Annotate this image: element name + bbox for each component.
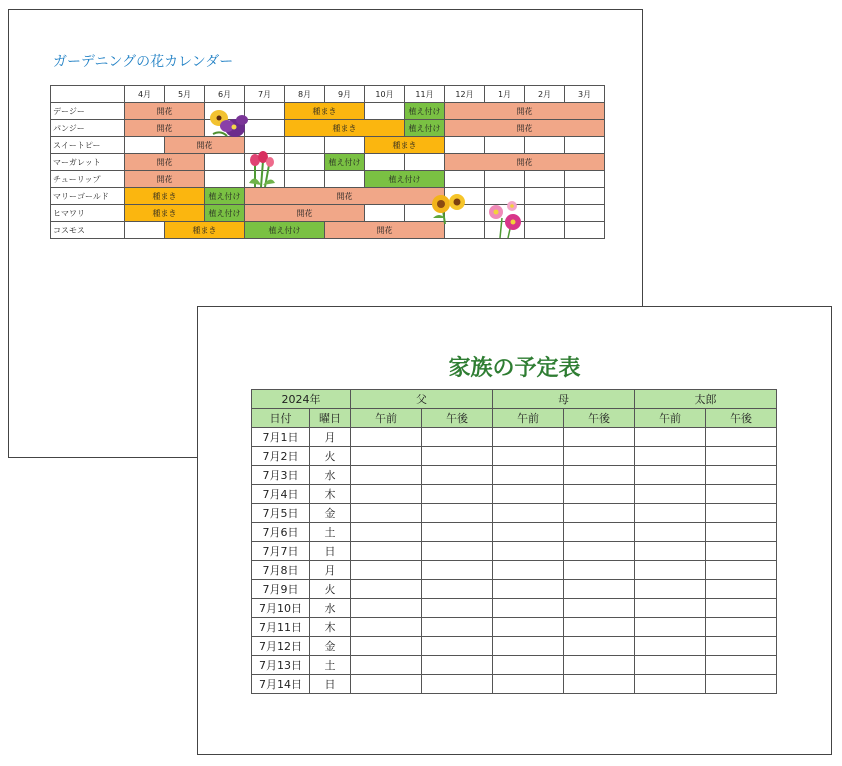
mother-pm-header: 午後 — [564, 409, 635, 428]
schedule-entry-cell[interactable] — [422, 580, 493, 599]
empty-month-cell — [525, 222, 565, 239]
schedule-entry-cell[interactable] — [706, 523, 777, 542]
schedule-entry-cell[interactable] — [635, 580, 706, 599]
schedule-entry-cell[interactable] — [706, 637, 777, 656]
pansy-illustration — [207, 106, 251, 140]
plant-period-cell: 植え付け — [245, 222, 325, 239]
schedule-entry-cell[interactable] — [635, 466, 706, 485]
mother-am-header: 午前 — [493, 409, 564, 428]
schedule-entry-cell[interactable] — [351, 428, 422, 447]
schedule-day-row — [252, 485, 777, 504]
schedule-entry-cell[interactable] — [422, 466, 493, 485]
father-am-header: 午前 — [351, 409, 422, 428]
flower-row — [51, 120, 605, 137]
empty-month-cell — [285, 171, 325, 188]
sow-period-cell: 種まき — [125, 188, 205, 205]
schedule-entry-cell[interactable] — [493, 542, 564, 561]
schedule-entry-cell[interactable] — [564, 599, 635, 618]
date-cell: 7月4日 — [252, 485, 310, 504]
date-cell: 7月6日 — [252, 523, 310, 542]
schedule-day-row — [252, 580, 777, 599]
weekday-cell: 日 — [310, 542, 351, 561]
schedule-entry-cell[interactable] — [706, 428, 777, 447]
bloom-period-cell: 開花 — [325, 222, 445, 239]
weekday-cell: 月 — [310, 428, 351, 447]
schedule-entry-cell[interactable] — [564, 675, 635, 694]
weekday-cell: 金 — [310, 637, 351, 656]
bloom-period-cell: 開花 — [445, 120, 605, 137]
schedule-entry-cell[interactable] — [493, 618, 564, 637]
sow-period-cell: 種まき — [285, 103, 365, 120]
empty-month-cell — [365, 103, 405, 120]
schedule-entry-cell[interactable] — [351, 618, 422, 637]
empty-month-cell — [525, 205, 565, 222]
schedule-entry-cell[interactable] — [493, 523, 564, 542]
schedule-entry-cell[interactable] — [635, 447, 706, 466]
schedule-entry-cell[interactable] — [706, 675, 777, 694]
schedule-entry-cell[interactable] — [422, 542, 493, 561]
schedule-entry-cell[interactable] — [422, 561, 493, 580]
schedule-entry-cell[interactable] — [706, 485, 777, 504]
date-cell: 7月7日 — [252, 542, 310, 561]
schedule-entry-cell[interactable] — [635, 656, 706, 675]
taro-pm-header: 午後 — [706, 409, 777, 428]
member-header-row — [252, 390, 777, 409]
schedule-day-row — [252, 523, 777, 542]
family-schedule-sheet — [197, 306, 832, 755]
flower-row — [51, 154, 605, 171]
empty-month-cell — [445, 222, 485, 239]
empty-month-cell — [445, 137, 485, 154]
schedule-entry-cell[interactable] — [351, 523, 422, 542]
corner-header-cell — [51, 86, 125, 103]
schedule-day-row — [252, 599, 777, 618]
flower-name-cell: デージー — [51, 103, 125, 120]
bloom-period-cell: 開花 — [245, 188, 445, 205]
schedule-entry-cell[interactable] — [635, 675, 706, 694]
weekday-cell: 日 — [310, 675, 351, 694]
empty-month-cell — [565, 205, 605, 222]
weekday-cell: 木 — [310, 618, 351, 637]
family-schedule-title: 家族の予定表 — [448, 356, 581, 381]
weekday-cell: 土 — [310, 656, 351, 675]
empty-month-cell — [405, 154, 445, 171]
schedule-entry-cell[interactable] — [351, 485, 422, 504]
schedule-entry-cell[interactable] — [564, 580, 635, 599]
weekday-cell: 火 — [310, 580, 351, 599]
schedule-entry-cell[interactable] — [493, 466, 564, 485]
date-cell: 7月14日 — [252, 675, 310, 694]
sow-period-cell: 種まき — [125, 205, 205, 222]
empty-month-cell — [525, 171, 565, 188]
schedule-entry-cell[interactable] — [706, 542, 777, 561]
empty-month-cell — [205, 154, 245, 171]
empty-month-cell — [325, 137, 365, 154]
schedule-entry-cell[interactable] — [635, 599, 706, 618]
schedule-entry-cell[interactable] — [351, 656, 422, 675]
empty-month-cell — [565, 188, 605, 205]
schedule-entry-cell[interactable] — [493, 504, 564, 523]
schedule-day-row — [252, 561, 777, 580]
schedule-entry-cell[interactable] — [635, 523, 706, 542]
sow-period-cell: 種まき — [285, 120, 405, 137]
sunflower-illustration — [429, 190, 469, 224]
month-header-cell: 11月 — [405, 86, 445, 103]
schedule-entry-cell[interactable] — [422, 637, 493, 656]
schedule-entry-cell[interactable] — [351, 504, 422, 523]
schedule-entry-cell[interactable] — [564, 428, 635, 447]
schedule-entry-cell[interactable] — [422, 618, 493, 637]
schedule-entry-cell[interactable] — [635, 561, 706, 580]
date-header-cell: 日付 — [252, 409, 310, 428]
bloom-period-cell: 開花 — [445, 103, 605, 120]
schedule-entry-cell[interactable] — [493, 485, 564, 504]
flower-name-cell: パンジー — [51, 120, 125, 137]
weekday-cell: 木 — [310, 485, 351, 504]
schedule-entry-cell[interactable] — [706, 504, 777, 523]
sow-period-cell: 種まき — [365, 137, 445, 154]
schedule-entry-cell[interactable] — [706, 656, 777, 675]
schedule-day-row — [252, 428, 777, 447]
month-header-cell: 12月 — [445, 86, 485, 103]
schedule-entry-cell[interactable] — [493, 599, 564, 618]
plant-period-cell: 植え付け — [205, 188, 245, 205]
date-cell: 7月8日 — [252, 561, 310, 580]
subheader-row — [252, 409, 777, 428]
empty-month-cell — [565, 171, 605, 188]
schedule-entry-cell[interactable] — [422, 504, 493, 523]
plant-period-cell: 植え付け — [405, 120, 445, 137]
schedule-entry-cell[interactable] — [564, 637, 635, 656]
schedule-entry-cell[interactable] — [493, 447, 564, 466]
flower-name-cell: チューリップ — [51, 171, 125, 188]
month-header-cell: 1月 — [485, 86, 525, 103]
father-pm-header: 午後 — [422, 409, 493, 428]
schedule-entry-cell[interactable] — [422, 523, 493, 542]
bloom-period-cell: 開花 — [125, 103, 205, 120]
empty-month-cell — [125, 222, 165, 239]
schedule-entry-cell[interactable] — [351, 542, 422, 561]
schedule-entry-cell[interactable] — [493, 561, 564, 580]
year-header-cell: 2024年 — [252, 390, 351, 409]
month-header-cell: 8月 — [285, 86, 325, 103]
plant-period-cell: 植え付け — [365, 171, 445, 188]
empty-month-cell — [445, 171, 485, 188]
weekday-cell: 水 — [310, 466, 351, 485]
month-header-cell: 2月 — [525, 86, 565, 103]
month-header-cell: 6月 — [205, 86, 245, 103]
member-header-mother: 母 — [493, 390, 635, 409]
weekday-header-cell: 曜日 — [310, 409, 351, 428]
tulip-illustration — [245, 149, 277, 189]
schedule-entry-cell[interactable] — [422, 447, 493, 466]
schedule-entry-cell[interactable] — [351, 675, 422, 694]
flower-name-cell: スイートピー — [51, 137, 125, 154]
weekday-cell: 金 — [310, 504, 351, 523]
schedule-entry-cell[interactable] — [422, 485, 493, 504]
gardening-calendar-title: ガーデニングの花カレンダー — [53, 54, 234, 70]
date-cell: 7月9日 — [252, 580, 310, 599]
sow-period-cell: 種まき — [165, 222, 245, 239]
empty-month-cell — [565, 222, 605, 239]
month-header-cell: 9月 — [325, 86, 365, 103]
schedule-entry-cell[interactable] — [706, 447, 777, 466]
schedule-entry-cell[interactable] — [706, 599, 777, 618]
schedule-entry-cell[interactable] — [351, 447, 422, 466]
month-header-cell: 4月 — [125, 86, 165, 103]
date-cell: 7月13日 — [252, 656, 310, 675]
schedule-day-row — [252, 447, 777, 466]
empty-month-cell — [285, 137, 325, 154]
schedule-entry-cell[interactable] — [564, 466, 635, 485]
empty-month-cell — [485, 137, 525, 154]
schedule-day-row — [252, 675, 777, 694]
empty-month-cell — [125, 137, 165, 154]
flower-name-cell: マリーゴールド — [51, 188, 125, 205]
plant-period-cell: 植え付け — [205, 205, 245, 222]
empty-month-cell — [485, 171, 525, 188]
schedule-day-row — [252, 504, 777, 523]
schedule-entry-cell[interactable] — [706, 466, 777, 485]
flower-row — [51, 137, 605, 154]
schedule-day-row — [252, 656, 777, 675]
taro-am-header: 午前 — [635, 409, 706, 428]
date-cell: 7月1日 — [252, 428, 310, 447]
schedule-entry-cell[interactable] — [351, 599, 422, 618]
schedule-entry-cell[interactable] — [564, 542, 635, 561]
schedule-entry-cell[interactable] — [635, 428, 706, 447]
schedule-day-row — [252, 542, 777, 561]
plant-period-cell: 植え付け — [405, 103, 445, 120]
cosmos-illustration — [482, 198, 528, 238]
schedule-entry-cell[interactable] — [706, 561, 777, 580]
bloom-period-cell: 開花 — [165, 137, 245, 154]
bloom-period-cell: 開花 — [445, 154, 605, 171]
flower-name-cell: コスモス — [51, 222, 125, 239]
member-header-taro: 太郎 — [635, 390, 777, 409]
schedule-entry-cell[interactable] — [635, 485, 706, 504]
empty-month-cell — [325, 171, 365, 188]
empty-month-cell — [565, 137, 605, 154]
month-header-row — [51, 86, 605, 103]
schedule-entry-cell[interactable] — [493, 675, 564, 694]
schedule-entry-cell[interactable] — [706, 618, 777, 637]
member-header-father: 父 — [351, 390, 493, 409]
schedule-entry-cell[interactable] — [351, 637, 422, 656]
empty-month-cell — [525, 137, 565, 154]
flower-row — [51, 103, 605, 120]
schedule-entry-cell[interactable] — [564, 485, 635, 504]
month-header-cell: 5月 — [165, 86, 205, 103]
flower-name-cell: ヒマワリ — [51, 205, 125, 222]
weekday-cell: 水 — [310, 599, 351, 618]
flower-row — [51, 171, 605, 188]
flower-name-cell: マーガレット — [51, 154, 125, 171]
schedule-entry-cell[interactable] — [706, 580, 777, 599]
date-cell: 7月12日 — [252, 637, 310, 656]
schedule-entry-cell[interactable] — [493, 656, 564, 675]
schedule-entry-cell[interactable] — [351, 580, 422, 599]
schedule-entry-cell[interactable] — [564, 618, 635, 637]
weekday-cell: 土 — [310, 523, 351, 542]
schedule-entry-cell[interactable] — [564, 504, 635, 523]
schedule-entry-cell[interactable] — [564, 561, 635, 580]
empty-month-cell — [285, 154, 325, 171]
schedule-entry-cell[interactable] — [351, 466, 422, 485]
schedule-entry-cell[interactable] — [635, 542, 706, 561]
empty-month-cell — [365, 154, 405, 171]
schedule-entry-cell[interactable] — [493, 580, 564, 599]
schedule-entry-cell[interactable] — [564, 523, 635, 542]
schedule-entry-cell[interactable] — [635, 637, 706, 656]
bloom-period-cell: 開花 — [125, 120, 205, 137]
schedule-entry-cell[interactable] — [422, 656, 493, 675]
schedule-day-row — [252, 618, 777, 637]
schedule-entry-cell[interactable] — [493, 637, 564, 656]
plant-period-cell: 植え付け — [325, 154, 365, 171]
family-schedule-table — [251, 389, 777, 694]
schedule-entry-cell[interactable] — [635, 618, 706, 637]
weekday-cell: 月 — [310, 561, 351, 580]
date-cell: 7月10日 — [252, 599, 310, 618]
schedule-entry-cell[interactable] — [493, 428, 564, 447]
schedule-entry-cell[interactable] — [351, 561, 422, 580]
date-cell: 7月3日 — [252, 466, 310, 485]
schedule-entry-cell[interactable] — [422, 428, 493, 447]
bloom-period-cell: 開花 — [125, 171, 205, 188]
empty-month-cell — [525, 188, 565, 205]
bloom-period-cell: 開花 — [245, 205, 365, 222]
empty-month-cell — [365, 205, 405, 222]
month-header-cell: 7月 — [245, 86, 285, 103]
empty-month-cell — [205, 171, 245, 188]
date-cell: 7月11日 — [252, 618, 310, 637]
schedule-day-row — [252, 637, 777, 656]
schedule-entry-cell[interactable] — [564, 656, 635, 675]
bloom-period-cell: 開花 — [125, 154, 205, 171]
month-header-cell: 3月 — [565, 86, 605, 103]
schedule-entry-cell[interactable] — [422, 675, 493, 694]
weekday-cell: 火 — [310, 447, 351, 466]
schedule-entry-cell[interactable] — [564, 447, 635, 466]
date-cell: 7月2日 — [252, 447, 310, 466]
month-header-cell: 10月 — [365, 86, 405, 103]
date-cell: 7月5日 — [252, 504, 310, 523]
schedule-day-row — [252, 466, 777, 485]
schedule-entry-cell[interactable] — [635, 504, 706, 523]
schedule-entry-cell[interactable] — [422, 599, 493, 618]
